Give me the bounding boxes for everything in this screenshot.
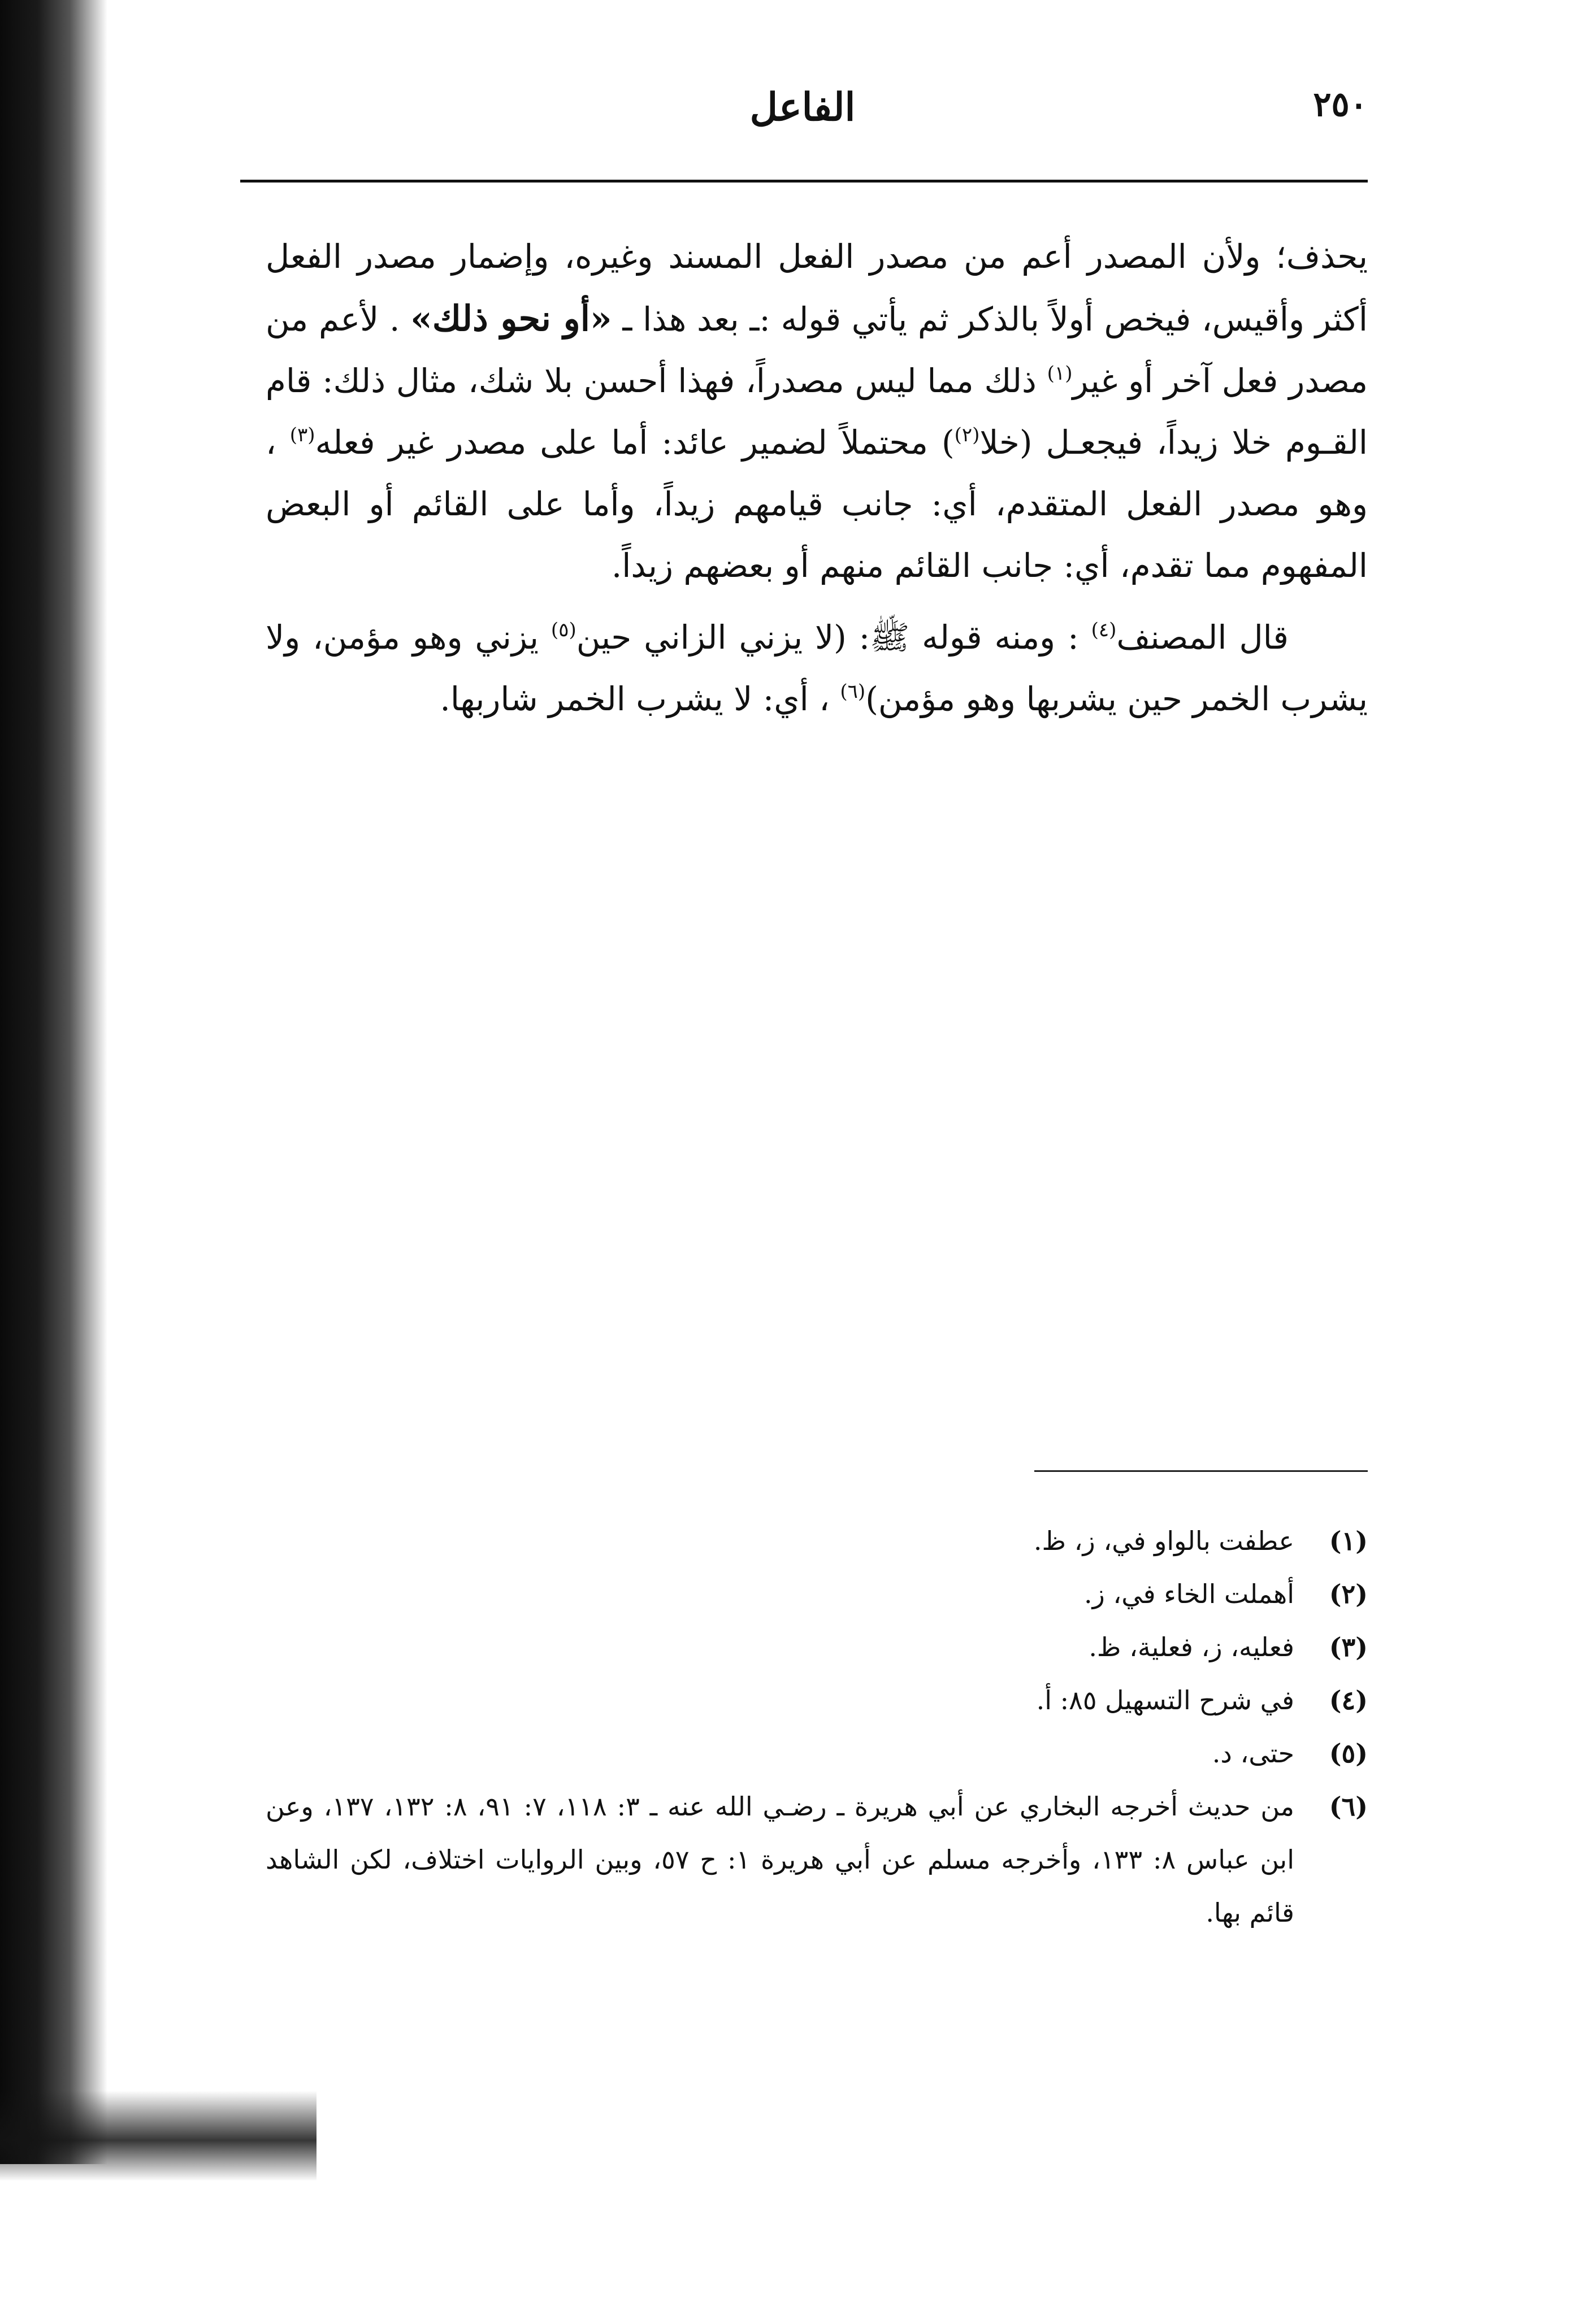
footnotes xyxy=(266,1514,1368,1939)
footnote-ref-3: (٣) xyxy=(289,424,315,446)
footnote-item xyxy=(266,1727,1368,1780)
footnote-text: عطفت بالواو في، ز، ظ. xyxy=(1033,1526,1294,1556)
p1-text-2: . لأعم من مصدر فعل آخر أو غير xyxy=(266,300,1368,400)
footnote-text: من حديث أخرجه البخاري عن أبي هريرة ـ رضـي الله عنه ـ ٣: ١١٨، ٧: ٩١، ٨: ١٣٢، ١٣٧، وعن ابن عباس ٨: ١٣٣، وأخرجه مسلم عن أبي هريرة ١: ح ٥٧، وبين الروايات اختلاف، لكن الشاهد قائم بها. xyxy=(266,1791,1295,1928)
p1-bold-quote: «أو نحو ذلك» xyxy=(410,298,612,339)
footnote-item xyxy=(266,1674,1368,1727)
footnote-item xyxy=(266,1567,1368,1621)
footnote-item xyxy=(266,1780,1368,1939)
footnote-ref-6: (٦) xyxy=(840,680,866,703)
footnote-text: أهملت الخاء في، ز. xyxy=(1083,1579,1294,1609)
footnote-rule xyxy=(1034,1470,1368,1472)
running-head xyxy=(237,85,1368,147)
footnote-item xyxy=(266,1621,1368,1674)
p2-text-1: قال المصنف xyxy=(1116,618,1289,657)
scan-shadow-bottom xyxy=(0,2091,317,2181)
footnote-text: فعليه، ز، فعلية، ظ. xyxy=(1089,1632,1294,1662)
main-text xyxy=(266,226,1368,730)
p1-text-4: ) محتملاً لضمير عائد: أما على مصدر غير فعله xyxy=(315,423,955,462)
p1-text-3: ذلك مما ليس مصدراً، فهذا أحسن بلا شك، مثال ذلك: قام القـوم خلا زيداً، فيجعـل (خلا xyxy=(266,362,1368,462)
footnote-ref-5: (٥) xyxy=(550,619,576,641)
page-number: ٢٥٠ xyxy=(1313,85,1368,124)
p2-text-4: ، أي: لا يشرب الخمر شاربها. xyxy=(440,680,830,718)
footnote-number: (٤) xyxy=(1329,1685,1368,1715)
p2-text-3: يزني وهو مؤمن، ولا يشرب الخمر حين يشربها وهو مؤمن) xyxy=(266,618,1368,718)
footnote-item xyxy=(266,1514,1368,1567)
footnote-number: (٥) xyxy=(1329,1738,1368,1769)
footnote-text: حتى، د. xyxy=(1212,1738,1294,1769)
paragraph-2 xyxy=(266,607,1368,730)
footnote-number: (٢) xyxy=(1329,1579,1368,1609)
footnote-number: (٣) xyxy=(1329,1632,1368,1662)
footnote-ref-2: (٢) xyxy=(954,424,980,446)
p1-text-5: ، وهو مصدر الفعل المتقدم، أي: جانب قيامهم زيداً، وأما على القائم أو البعض المفهوم مما تقدم، أي: جانب القائم منهم أو بعضهم زيداً. xyxy=(266,423,1368,585)
running-title: الفاعل xyxy=(749,85,856,130)
paragraph-1 xyxy=(266,226,1368,597)
footnote-ref-4: (٤) xyxy=(1091,619,1117,641)
scan-shadow-edge xyxy=(0,0,107,2164)
p2-text-2: : ومنه قوله ﷺ: (لا يزني الزاني حين xyxy=(576,618,1079,657)
footnote-text: في شرح التسهيل ٨٥: أ. xyxy=(1036,1685,1294,1715)
footnote-number: (١) xyxy=(1329,1526,1368,1556)
p1-text-1: يحذف؛ ولأن المصدر أعم من مصدر الفعل المسند وغيره، وإضمار مصدر الفعل أكثر وأقيس، فيخص أولاً بالذكر ثم يأتي قوله :ـ بعد هذا ـ xyxy=(266,237,1368,338)
footnote-ref-1: (١) xyxy=(1047,362,1073,385)
header-rule xyxy=(240,180,1368,183)
footnote-number: (٦) xyxy=(1329,1791,1368,1822)
